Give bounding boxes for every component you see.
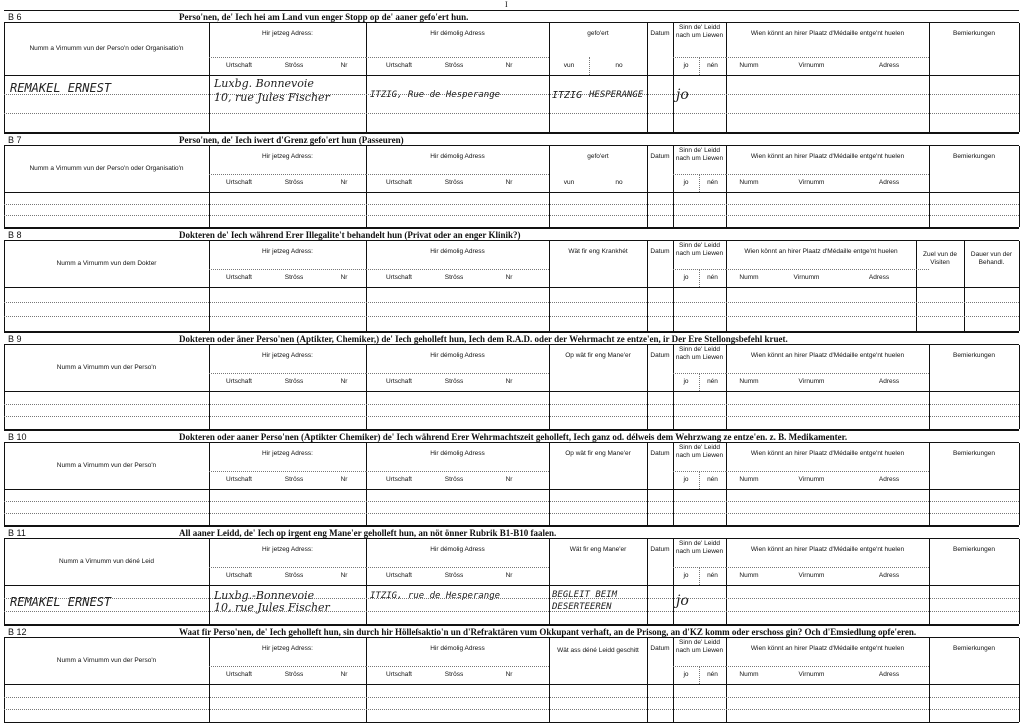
entry-manner-line1: BEGLEIT BEIM <box>552 590 618 600</box>
column-header-medal-name: Numm <box>739 274 759 281</box>
section-code: B 9 <box>8 334 22 344</box>
column-header-place: Urtschaft <box>225 572 252 579</box>
column-header-nr: Nr <box>340 62 348 69</box>
column-header-name: Numm a Virnumm vun dem Dokter <box>56 260 157 267</box>
row-line <box>4 611 1019 612</box>
section-grid <box>4 637 1019 723</box>
row-line <box>4 215 1019 216</box>
column-header-alive: Sinn de' Leidd nach um Liewen <box>675 242 724 257</box>
page-mark: I <box>505 0 508 9</box>
column-divider <box>1019 345 1020 429</box>
column-header-medal-firstname: Virnumm <box>798 476 825 483</box>
section-b9 <box>4 332 1019 431</box>
column-header-to: no <box>615 179 623 186</box>
column-header-from: vun <box>563 179 575 186</box>
column-header-nr: Nr <box>340 476 348 483</box>
column-header-yes: jo <box>683 671 689 678</box>
column-header-medal-firstname: Virnumm <box>793 274 820 281</box>
column-header-from: vun <box>563 62 575 69</box>
column-header-place: Urtschaft <box>225 476 252 483</box>
column-header-place: Urtschaft <box>225 179 252 186</box>
column-header-medal: Wien könnt an hirer Plaatz d'Médaille entge'nt huelen <box>750 645 905 652</box>
column-header-place: Urtschaft <box>385 378 412 385</box>
section-title: Dokteren oder äner Perso'nen (Aptikter, Chemiker,) de' Iech geholleft hun, Iech dem R.A.D. oder der Wehrmacht ze entze'en, ir Der Ere Stellongsbefehl kruet. <box>179 334 788 344</box>
entry-name: REMAKEL ERNEST <box>10 595 112 609</box>
column-divider <box>549 23 550 132</box>
column-header-medal-firstname: Virnumm <box>798 572 825 579</box>
row-line <box>4 302 1019 303</box>
column-divider <box>1019 443 1020 525</box>
header-divider <box>4 391 1019 392</box>
column-header-place: Urtschaft <box>225 62 252 69</box>
column-header-past-address: Hir démolig Adress <box>430 546 485 553</box>
column-header-remarks: Bemierkungen <box>953 352 995 359</box>
column-header-current-address: Hir jetzeg Adress: <box>262 153 313 160</box>
header-divider <box>4 585 1019 586</box>
section-title: Perso'nen, de' Iech hei am Land vun enger Stopp op de' aaner gefo'ert hun. <box>179 12 469 22</box>
column-header-no: nén <box>707 274 718 281</box>
column-header-name: Numm a Virnumm vun der Perso'n <box>56 462 157 469</box>
column-header-street: Ströss <box>284 179 304 186</box>
row-line <box>4 113 1019 114</box>
column-header-street: Ströss <box>444 274 464 281</box>
column-header-medal-firstname: Virnumm <box>798 671 825 678</box>
column-header-date: Datum <box>650 645 670 652</box>
column-header-nr: Nr <box>505 378 513 385</box>
column-header-visits: Zuel vun de Visiten <box>923 251 957 266</box>
column-header-medal-name: Numm <box>739 572 759 579</box>
entry-alive: jo <box>676 593 689 609</box>
column-header-alive: Sinn de' Leidd nach um Liewen <box>675 540 724 555</box>
row-line <box>4 501 1019 502</box>
header-divider <box>4 684 1019 685</box>
subheader-line <box>726 666 929 667</box>
section-code: B 7 <box>8 135 22 145</box>
column-header-medal-address: Adress <box>878 179 900 186</box>
column-header-remarks: Bemierkungen <box>953 450 995 457</box>
column-header-remarks: Bemierkungen <box>953 30 995 37</box>
column-header-medal-address: Adress <box>878 62 900 69</box>
section-title: All aaner Leidd, de' Iech op irgent eng Mane'er geholleft hun, an nöt önner Rubrik B1-B10 faalen. <box>179 528 557 538</box>
column-divider <box>4 23 5 132</box>
subheader-line <box>209 269 366 270</box>
subheader-line <box>366 57 549 58</box>
column-header-yes: jo <box>683 476 689 483</box>
column-header-current-address: Hir jetzeg Adress: <box>262 248 313 255</box>
column-header-current-address: Hir jetzeg Adress: <box>262 352 313 359</box>
subheader-line <box>366 567 549 568</box>
column-divider <box>726 23 727 132</box>
column-header-place: Urtschaft <box>385 476 412 483</box>
column-header-alive: Sinn de' Leidd nach um Liewen <box>675 444 724 459</box>
column-header-medal: Wien könnt an hirer Plaatz d'Médaille entge'nt huelen <box>750 546 905 553</box>
entry-current-address-line2: 10, rue Jules Fischer <box>214 91 330 104</box>
entry-from: ITZIG <box>552 90 583 101</box>
column-divider <box>1019 241 1020 331</box>
column-header-no: nén <box>707 62 718 69</box>
column-header-date: Datum <box>650 352 670 359</box>
column-header-place: Urtschaft <box>385 274 412 281</box>
column-header-nr: Nr <box>505 476 513 483</box>
column-header-nr: Nr <box>505 671 513 678</box>
column-header-place: Urtschaft <box>225 274 252 281</box>
column-header-current-address: Hir jetzeg Adress: <box>262 30 313 37</box>
section-b10 <box>4 430 1019 527</box>
row-line <box>4 94 1019 95</box>
section-grid <box>4 22 1019 133</box>
row-line <box>4 697 1019 698</box>
column-header-street: Ströss <box>444 671 464 678</box>
section-grid <box>4 344 1019 430</box>
column-header-medal-name: Numm <box>739 671 759 678</box>
column-header-past-address: Hir démolig Adress <box>430 30 485 37</box>
column-header-place: Urtschaft <box>385 179 412 186</box>
column-header-medal-address: Adress <box>878 476 900 483</box>
row-line <box>4 709 1019 710</box>
header-divider <box>4 192 1019 193</box>
column-divider <box>929 23 930 132</box>
column-header-alive: Sinn de' Leidd nach um Liewen <box>675 24 724 39</box>
column-header-current-address: Hir jetzeg Adress: <box>262 450 313 457</box>
column-divider <box>1019 638 1020 722</box>
row-line <box>4 416 1019 417</box>
subheader-line <box>366 269 549 270</box>
column-header-medal: Wien könnt an hirer Plaatz d'Médaille entge'nt huelen <box>750 450 905 457</box>
column-header-medal: Wien könnt an hirer Plaatz d'Médaille entge'nt huelen <box>744 248 898 255</box>
entry-to: HESPERANGE <box>589 90 644 100</box>
entry-name: REMAKEL ERNEST <box>10 81 112 95</box>
column-divider <box>1019 23 1020 132</box>
column-header-street: Ströss <box>444 476 464 483</box>
subheader-line <box>209 373 366 374</box>
column-header-nr: Nr <box>505 274 513 281</box>
column-header-street: Ströss <box>284 62 304 69</box>
column-header-alive: Sinn de' Leidd nach um Liewen <box>675 639 724 654</box>
column-header-medal: Wien könnt an hirer Plaatz d'Médaille entge'nt huelen <box>750 30 905 37</box>
column-header-alive: Sinn de' Leidd nach um Liewen <box>675 346 724 361</box>
entry-current-address-line1: Luxbg.-Bonnevoie <box>214 589 315 602</box>
column-divider <box>1019 539 1020 624</box>
column-header-no: nén <box>707 671 718 678</box>
section-title: Dokteren de' Iech während Erer Illegalite't behandelt hun (Privat oder an enger Klinik?) <box>179 230 521 240</box>
subheader-line <box>726 471 929 472</box>
section-grid <box>4 240 1019 332</box>
column-header-past-address: Hir démolig Adress <box>430 352 485 359</box>
column-header-nr: Nr <box>340 572 348 579</box>
subheader-line <box>209 174 366 175</box>
column-header-street: Ströss <box>284 671 304 678</box>
column-header-past-address: Hir démolig Adress <box>430 153 485 160</box>
section-title: Dokteren oder aaner Perso'nen (Aptikter Chemiker) de' Iech während Erer Wehrmachtszeit geholleft, Iech ganz od. délweis dem Wehrzwang ze entze'en. z. B. Medikamenter. <box>179 432 848 442</box>
subheader-line <box>366 373 549 374</box>
entry-current-address-line2: 10, rue Jules Fischer <box>214 601 330 614</box>
subheader-line <box>209 666 366 667</box>
section-b6 <box>4 10 1019 134</box>
column-header-date: Datum <box>650 30 670 37</box>
column-header-no: nén <box>707 572 718 579</box>
section-code: B 11 <box>8 528 26 538</box>
row-line <box>4 598 1019 599</box>
column-header-past-address: Hir démolig Adress <box>430 450 485 457</box>
column-header-nr: Nr <box>505 179 513 186</box>
column-header-date: Datum <box>650 248 670 255</box>
column-header-suffering: Wät ass déné Leidd geschitt <box>557 647 639 654</box>
column-header-medal-address: Adress <box>868 274 890 281</box>
column-header-place: Urtschaft <box>225 378 252 385</box>
column-header-place: Urtschaft <box>385 62 412 69</box>
column-header-remarks: Bemierkungen <box>953 153 995 160</box>
column-header-nr: Nr <box>505 62 513 69</box>
subheader-line <box>726 373 929 374</box>
section-b8 <box>4 228 1019 333</box>
from-to-divider <box>589 57 590 75</box>
column-header-street: Ströss <box>444 572 464 579</box>
column-header-manner: Op wät fir eng Mane'er <box>565 352 631 359</box>
column-header-yes: jo <box>683 62 689 69</box>
column-header-transported: gefo'ert <box>587 153 609 160</box>
subheader-line <box>366 174 549 175</box>
entry-current-address-line1: Luxbg. Bonnevoie <box>214 77 314 90</box>
column-header-remarks: Bemierkungen <box>953 645 995 652</box>
header-divider <box>4 75 1019 76</box>
column-header-name: Numm a Virnumm vun der Perso'n <box>56 657 157 664</box>
entry-alive: jo <box>676 87 689 103</box>
column-header-medal-name: Numm <box>739 476 759 483</box>
column-header-place: Urtschaft <box>385 572 412 579</box>
column-header-name: Numm a Virnumm vun der Perso'n oder Organisatio'n <box>29 165 184 172</box>
column-header-street: Ströss <box>444 378 464 385</box>
subheader-line <box>366 666 549 667</box>
subheader-line <box>209 567 366 568</box>
column-header-no: nén <box>707 476 718 483</box>
column-header-current-address: Hir jetzeg Adress: <box>262 645 313 652</box>
column-header-medal-name: Numm <box>739 378 759 385</box>
section-code: B 6 <box>8 12 22 22</box>
column-header-name: Numm a Virnumm vun der Perso'n <box>56 364 157 371</box>
row-line <box>4 204 1019 205</box>
subheader-line <box>366 471 549 472</box>
column-header-date: Datum <box>650 546 670 553</box>
column-header-name: Numm a Virnumm vun déné Leid <box>59 558 154 565</box>
section-b12 <box>4 625 1019 724</box>
column-header-yes: jo <box>683 179 689 186</box>
column-header-nr: Nr <box>340 179 348 186</box>
subheader-line <box>726 269 929 270</box>
section-title: Perso'nen, de' Iech iwert d'Grenz gefo'ert hun (Passeuren) <box>179 135 404 145</box>
subheader-line <box>726 57 929 58</box>
column-header-medal-name: Numm <box>739 62 759 69</box>
section-title: Waat fir Perso'nen, de' Iech geholleft hun, sin durch hir Hölleſsaktio'n un d'Refraktären vum Okkupant verhaft, an de Prisong, an d'KZ komm oder erschoss gin? Och d'Emsiedlung opfe'eren. <box>179 627 917 637</box>
column-header-no: nén <box>707 179 718 186</box>
column-header-remarks: Bemierkungen <box>953 546 995 553</box>
row-line <box>4 316 1019 317</box>
column-header-medal-address: Adress <box>878 671 900 678</box>
column-header-medal-name: Numm <box>739 179 759 186</box>
column-header-current-address: Hir jetzeg Adress: <box>262 546 313 553</box>
column-header-yes: jo <box>683 378 689 385</box>
column-header-date: Datum <box>650 153 670 160</box>
column-header-medal-address: Adress <box>878 378 900 385</box>
column-header-manner: Wät fir eng Mane'er <box>569 546 627 553</box>
column-header-street: Ströss <box>444 179 464 186</box>
column-divider <box>1019 146 1020 227</box>
section-code: B 10 <box>8 432 27 442</box>
column-header-name: Numm a Virnumm vun der Perso'n oder Organisatio'n <box>29 45 184 52</box>
column-header-illness: Wät fir eng Krankhét <box>568 248 628 255</box>
section-code: B 12 <box>8 627 27 637</box>
subheader-line <box>726 567 929 568</box>
section-grid <box>4 442 1019 526</box>
entry-manner-line2: DESERTEEREN <box>552 602 612 612</box>
column-header-nr: Nr <box>340 378 348 385</box>
column-header-past-address: Hir démolig Adress <box>430 248 485 255</box>
section-b11 <box>4 526 1019 626</box>
column-header-date: Datum <box>650 450 670 457</box>
column-header-medal: Wien könnt an hirer Plaatz d'Médaille entge'nt huelen <box>750 352 905 359</box>
row-line <box>4 404 1019 405</box>
column-header-nr: Nr <box>340 671 348 678</box>
column-header-street: Ströss <box>284 274 304 281</box>
column-header-no: nén <box>707 378 718 385</box>
column-header-past-address: Hir démolig Adress <box>430 645 485 652</box>
subheader-line <box>209 471 366 472</box>
column-header-medal-firstname: Virnumm <box>798 378 825 385</box>
column-header-to: no <box>615 62 623 69</box>
column-header-yes: jo <box>683 572 689 579</box>
column-header-street: Ströss <box>284 572 304 579</box>
column-header-nr: Nr <box>505 572 513 579</box>
header-divider <box>4 287 1019 288</box>
column-header-transported: gefo'ert <box>587 30 609 37</box>
column-header-manner: Op wät fir eng Mane'er <box>565 450 631 457</box>
section-grid <box>4 538 1019 625</box>
column-header-yes: jo <box>683 274 689 281</box>
entry-past-address: ITZIG, Rue de Hesperange <box>370 90 501 100</box>
entry-past-address: ITZIG, rue de Hesperange <box>370 591 501 601</box>
section-code: B 8 <box>8 230 22 240</box>
column-header-street: Ströss <box>284 476 304 483</box>
column-header-medal: Wien könnt an hirer Plaatz d'Médaille entge'nt huelen <box>750 153 905 160</box>
column-divider <box>209 23 210 132</box>
header-divider <box>4 489 1019 490</box>
column-header-medal-firstname: Virnumm <box>798 62 825 69</box>
section-grid <box>4 145 1019 228</box>
column-divider <box>366 23 367 132</box>
column-divider <box>4 241 5 331</box>
subheader-line <box>209 57 366 58</box>
column-header-street: Ströss <box>444 62 464 69</box>
column-header-alive: Sinn de' Leidd nach um Liewen <box>675 147 724 162</box>
column-header-medal-firstname: Virnumm <box>798 179 825 186</box>
column-header-place: Urtschaft <box>225 671 252 678</box>
section-b7 <box>4 133 1019 229</box>
column-header-place: Urtschaft <box>385 671 412 678</box>
column-header-nr: Nr <box>340 274 348 281</box>
column-header-medal-address: Adress <box>878 572 900 579</box>
row-line <box>4 513 1019 514</box>
column-header-street: Ströss <box>284 378 304 385</box>
column-divider <box>647 23 648 132</box>
subheader-line <box>726 174 929 175</box>
column-header-duration: Dauer vun der Behandl. <box>970 251 1013 266</box>
